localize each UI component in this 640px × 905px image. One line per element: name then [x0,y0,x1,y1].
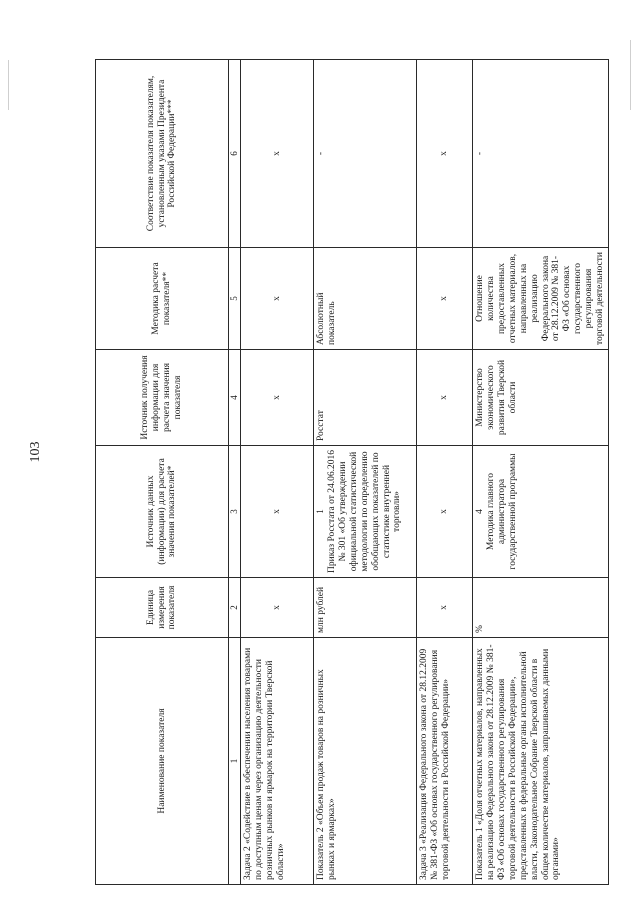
indicator-name-cell: Задача 2 «Содействие в обеспечении населения товарами по доступным ценам через организацию деятельности розничных рынков и ярмарок на территории Тверской области» [241,638,314,885]
header-info-source: Источник получения информации для расчета значения показателя [96,350,229,446]
column-number: 2 [229,578,241,638]
table-row [241,60,314,885]
table-row [417,60,473,885]
column-number: 6 [229,60,241,248]
decree-match-cell: x [241,60,314,248]
info-source-cell: x [417,350,473,446]
unit-cell: x [417,578,473,638]
table-row [314,60,417,885]
header-presidential-decree: Соответствие показателя показателям, установленным указами Президента Российской Федерации*** [96,60,229,248]
info-source-cell: Росстат [314,350,417,446]
page-number: 103 [28,441,43,463]
indicators-table [95,59,609,885]
column-number: 1 [229,638,241,885]
data-source-cell: x [241,446,314,578]
column-number-row [229,60,241,885]
column-number: 3 [229,446,241,578]
decree-match-cell: - [314,60,417,248]
table-row [473,60,609,885]
info-source-cell: Министерство экономического развития Тверской области [473,350,609,446]
methodology-cell: Абсолютный показатель [314,248,417,350]
indicator-name-cell: Показатель 1 «Доля отчетных материалов, направленных на реализацию Федерального закона от 28.12.2009 № 381-ФЗ «Об основах государственного регулирования торговой деятельности в Российской Федерации», представленных в федеральные органы исполнительной власти, Законодательное Собрание Тверской области в общем количестве материалов, запрашиваемых данными органами» [473,638,609,885]
header-unit: Единица измерения показателя [96,578,229,638]
data-source-cell: 4 Методика главного администратора государственной программы [473,446,609,578]
unit-cell: x [241,578,314,638]
info-source-cell: x [241,350,314,446]
header-data-source: Источник данных (информации) для расчета значения показателей* [96,446,229,578]
methodology-cell: x [417,248,473,350]
indicator-name-cell: Задача 3 «Реализация Федерального закона от 28.12.2009 № 381-ФЗ «Об основах государственного регулирования торговой деятельности в Российской Федерации» [417,638,473,885]
unit-cell: % [473,578,609,638]
data-source-cell: 1 Приказ Росстата от 24.06.2016 № 301 «Об утверждении официальной статистической методологии по определению обобщающих показателей по статистике внутренней торговли» [314,446,417,578]
header-methodology: Методика расчета показателя** [96,248,229,350]
methodology-cell: Отношение количества предоставленных отчетных материалов, направленных на реализацию Федерального закона от 28.12.2009 № 381-ФЗ «Об основах государственного регулирования торговой деятельности [473,248,609,350]
methodology-cell: x [241,248,314,350]
unit-cell: млн рублей [314,578,417,638]
scan-mark-left [8,60,9,110]
decree-match-cell: x [417,60,473,248]
rotated-table-wrapper [95,60,606,885]
column-number: 4 [229,350,241,446]
indicator-name-cell: Показатель 2 «Объем продаж товаров на розничных рынках и ярмарках» [314,638,417,885]
scan-mark-right [630,40,631,110]
header-indicator-name: Наименование показателя [96,638,229,885]
table-header-row [96,60,229,885]
decree-match-cell: - [473,60,609,248]
column-number: 5 [229,248,241,350]
data-source-cell: x [417,446,473,578]
